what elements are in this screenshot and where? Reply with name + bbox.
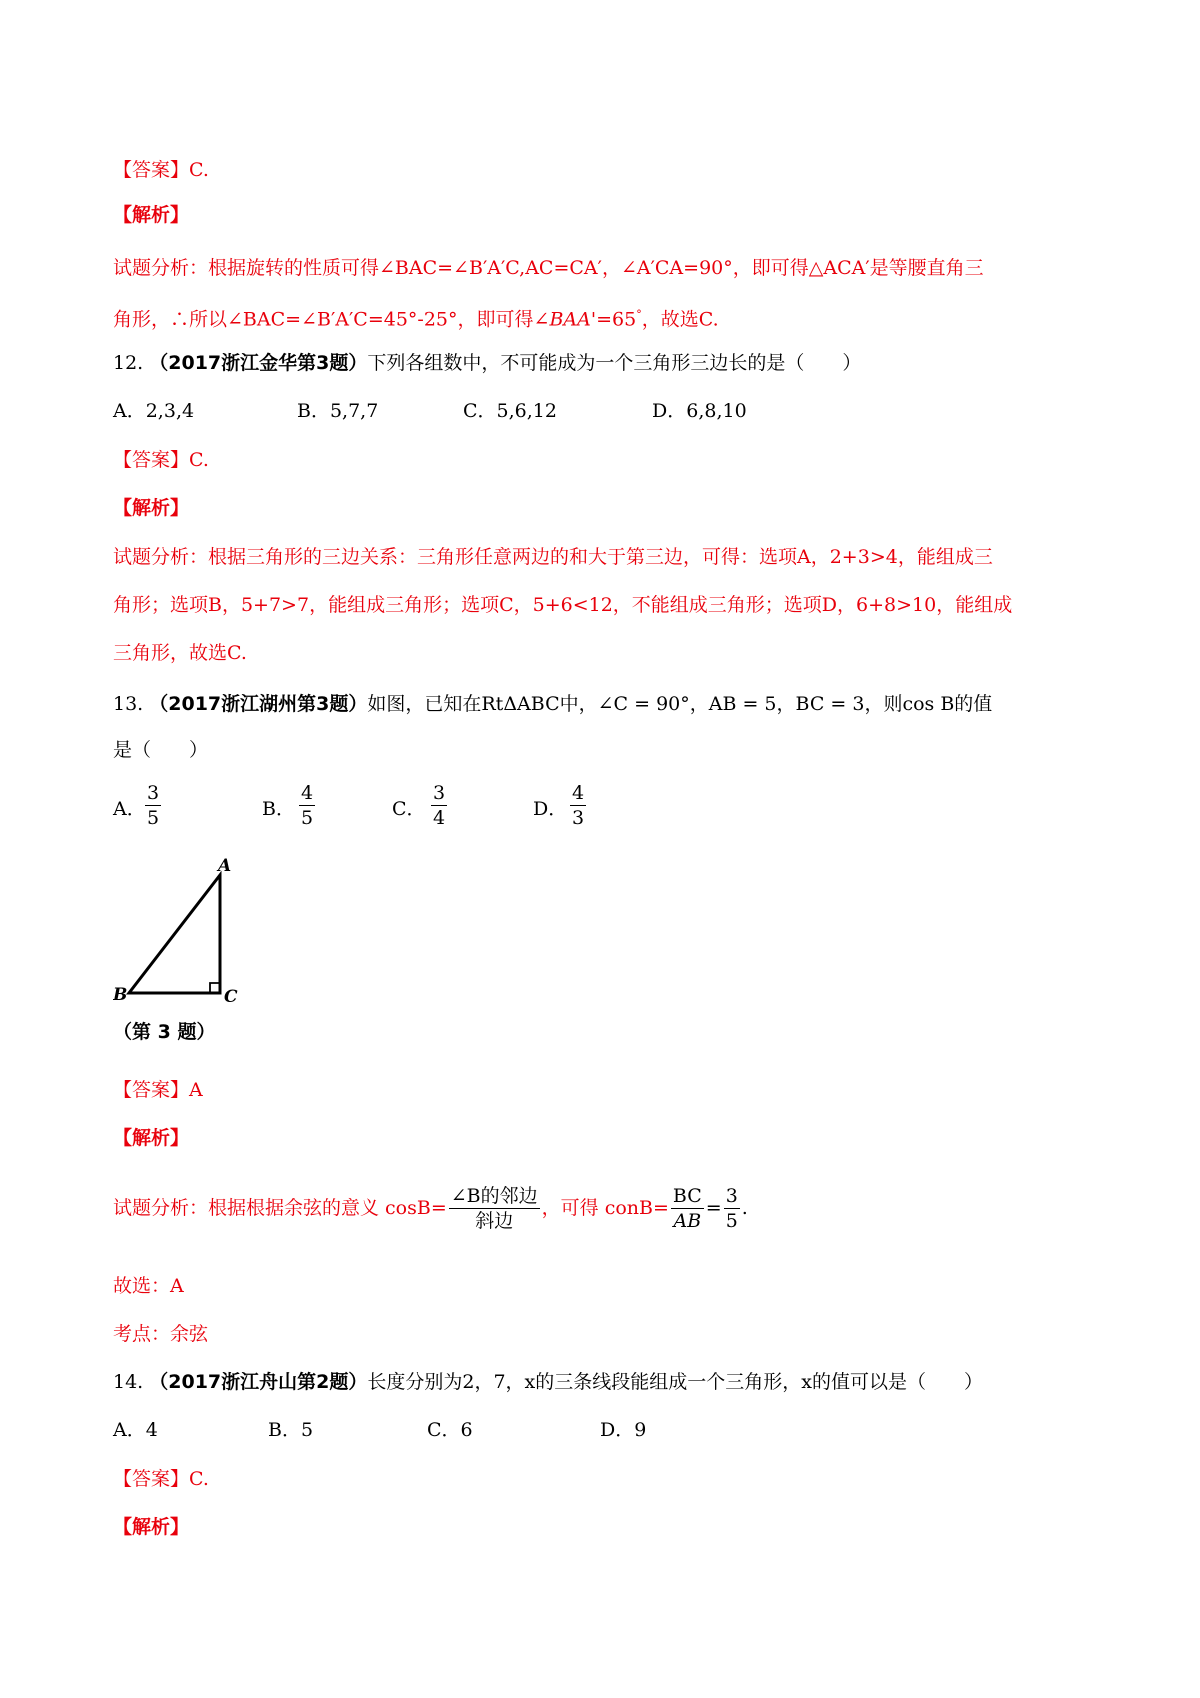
q13-analysis-label: 【解析】 — [113, 1127, 190, 1149]
q12-stem — [113, 351, 861, 375]
three-fifths-fraction — [724, 1185, 740, 1232]
q13-choice: 故选：A — [113, 1275, 184, 1297]
vertex-a-label: A — [218, 856, 232, 876]
q11-answer: 【答案】C. — [113, 159, 209, 181]
q13-option-c-letter: C． — [392, 798, 426, 820]
q13-analysis-formula — [113, 1182, 748, 1234]
fraction-numerator: 4 — [301, 782, 314, 804]
fraction-denominator: 5 — [147, 807, 160, 829]
q12-option-c: C．5,6,12 — [463, 400, 557, 422]
q12-question: 下列各组数中，不可能成为一个三角形三边长的是（ ） — [367, 352, 862, 374]
q14-option-c: C．6 — [427, 1419, 473, 1441]
q12-analysis-label: 【解析】 — [113, 497, 190, 519]
q11-analysis-label: 【解析】 — [113, 204, 190, 226]
q14-number: 14. — [113, 1371, 144, 1393]
fraction-numerator: BC — [672, 1184, 702, 1207]
q12-option-d: D．6,8,10 — [652, 400, 747, 422]
fraction-denominator: 3 — [572, 807, 585, 829]
q14-question: 长度分别为2，7，x的三条线段能组成一个三角形，x的值可以是（ ） — [367, 1371, 983, 1393]
q14-answer: 【答案】C. — [113, 1468, 209, 1490]
q11-analysis-math: BAA' — [549, 308, 597, 331]
fraction-denominator: 5 — [301, 807, 314, 829]
q14-source: （2017浙江舟山第2题） — [149, 1371, 368, 1393]
fraction-numerator: ∠B的邻边 — [450, 1184, 538, 1207]
q14-option-a: A．4 — [113, 1419, 158, 1441]
q12-number: 12. — [113, 352, 144, 374]
q13-option-d-fraction — [570, 782, 586, 829]
figure-caption: （第 3 题） — [113, 1021, 216, 1043]
q12-analysis-line1: 试题分析：根据三角形的三边关系：三角形任意两边的和大于第三边，可得：选项A，2+3>4，能组成三 — [113, 546, 993, 568]
q12-source: （2017浙江金华第3题） — [149, 352, 368, 374]
q11-analysis-deg: ° — [636, 308, 642, 321]
q11-analysis-line2-pre: 角形，∴所以∠BAC=∠B′A′C=45°-25°，即可得∠ — [113, 308, 550, 331]
q14-stem — [113, 1370, 983, 1394]
fraction-numerator: 3 — [725, 1184, 738, 1207]
equals-sign: = — [705, 1197, 722, 1219]
q12-option-b: B．5,7,7 — [297, 400, 379, 422]
q13-option-d-letter: D． — [533, 798, 568, 820]
q11-analysis-line2-post: ，故选C. — [641, 308, 719, 331]
fraction-denominator: 斜边 — [475, 1209, 514, 1232]
fraction-numerator: 4 — [572, 782, 585, 804]
q12-answer: 【答案】C. — [113, 449, 209, 471]
q13-option-b-fraction — [299, 782, 315, 829]
vertex-b-label: B — [113, 985, 128, 1005]
fraction-numerator: 3 — [147, 782, 160, 804]
q13-analysis-end: . — [741, 1197, 748, 1219]
fraction-denominator: 4 — [433, 807, 446, 829]
cosine-definition-fraction — [449, 1185, 540, 1232]
q13-option-c-fraction — [431, 782, 447, 829]
q14-option-b: B．5 — [268, 1419, 314, 1441]
fraction-denominator: AB — [673, 1209, 702, 1232]
q13-stem-line1 — [113, 692, 992, 716]
fraction-denominator: 5 — [725, 1209, 738, 1232]
q11-analysis-line2 — [113, 303, 719, 331]
fraction-numerator: 3 — [433, 782, 446, 804]
q13-triangle-figure — [113, 855, 253, 1005]
q11-analysis-eq: =65 — [596, 308, 637, 331]
q13-source: （2017浙江湖州第3题） — [149, 693, 368, 715]
q13-number: 13. — [113, 693, 144, 715]
q13-stem-line2: 是（ ） — [113, 739, 209, 761]
q12-option-a: A．2,3,4 — [113, 400, 195, 422]
q13-analysis-pre: 试题分析：根据根据余弦的意义 cosB= — [113, 1197, 447, 1219]
q12-analysis-line3: 三角形，故选C. — [113, 642, 247, 664]
q13-analysis-mid: ，可得 conB= — [541, 1197, 669, 1219]
q14-option-d: D．9 — [600, 1419, 647, 1441]
q11-analysis-line1: 试题分析：根据旋转的性质可得∠BAC=∠B′A′C,AC=CA′，∠A′CA=90°，即可得△ACA′是等腰直角三 — [113, 257, 984, 279]
q13-answer: 【答案】A — [113, 1079, 203, 1101]
q13-question: 如图，已知在RtΔABC中，∠C = 90°，AB = 5，BC = 3，则cos B的值 — [367, 693, 993, 715]
q14-analysis-label: 【解析】 — [113, 1516, 190, 1538]
q13-option-a-letter: A． — [113, 798, 146, 820]
bc-over-ab-fraction — [671, 1185, 704, 1232]
q12-analysis-line2: 角形；选项B，5+7>7，能组成三角形；选项C，5+6<12，不能组成三角形；选项D，6+8>10，能组成 — [113, 594, 1013, 616]
q13-kaodian: 考点：余弦 — [113, 1323, 209, 1345]
vertex-c-label: C — [224, 987, 238, 1005]
triangle-shape — [129, 875, 220, 993]
q13-option-a-fraction — [145, 782, 161, 829]
q13-option-b-letter: B． — [262, 798, 295, 820]
